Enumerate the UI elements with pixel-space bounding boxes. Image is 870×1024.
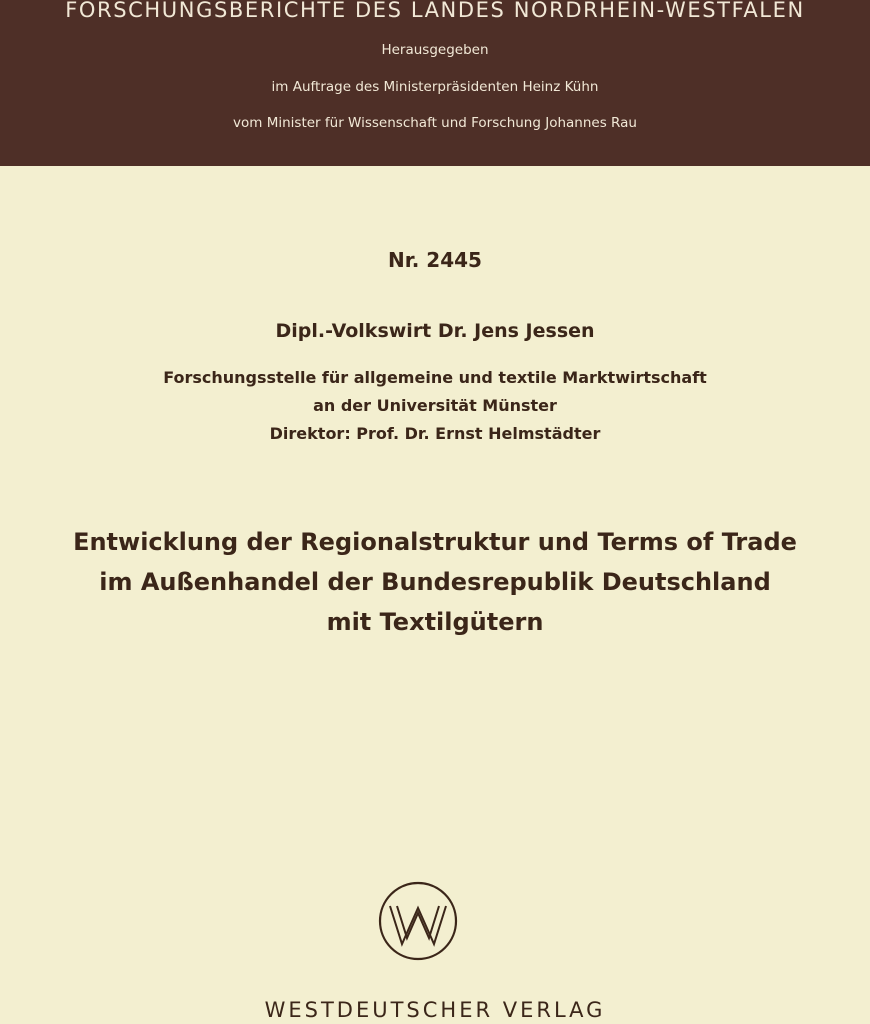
editor-line-2: im Auftrage des Ministerpräsidenten Heinz Kühn <box>271 79 599 95</box>
book-title-line-3: mit Textilgütern <box>326 608 544 636</box>
report-number: Nr. 2445 <box>388 248 482 272</box>
author-name: Dipl.-Volkswirt Dr. Jens Jessen <box>275 320 595 342</box>
institution-line-3: Direktor: Prof. Dr. Ernst Helmstädter <box>269 424 601 443</box>
editor-line-3: vom Minister für Wissenschaft und Forschung Johannes Rau <box>233 115 637 131</box>
editor-line-1: Herausgegeben <box>381 42 489 58</box>
institution-line-1: Forschungsstelle für allgemeine und textile Marktwirtschaft <box>163 368 707 387</box>
series-title: FORSCHUNGSBERICHTE DES LANDES NORDRHEIN-WESTFALEN <box>65 0 805 22</box>
institution-line-2: an der Universität Münster <box>313 396 557 415</box>
publisher-name: WESTDEUTSCHER VERLAG <box>264 998 606 1022</box>
book-title-line-1: Entwicklung der Regionalstruktur und Terms of Trade <box>73 528 797 556</box>
publisher-logo-icon <box>377 880 459 962</box>
book-title-line-2: im Außenhandel der Bundesrepublik Deutschland <box>99 568 771 596</box>
series-header-band <box>0 0 870 166</box>
